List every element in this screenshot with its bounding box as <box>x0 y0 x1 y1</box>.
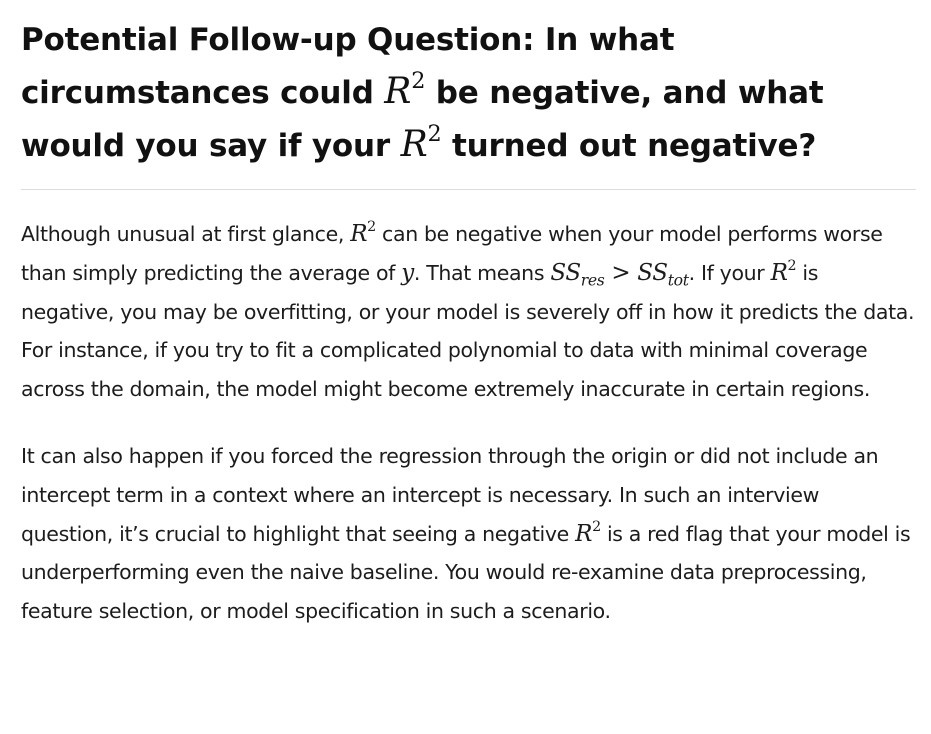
r-squared-symbol: $R^2$ <box>400 121 442 165</box>
r-squared-symbol: $R^2$ <box>770 258 797 286</box>
r-squared-symbol: $R^2$ <box>384 68 426 112</box>
ss-inequality: $SS_{res} > SS_{tot}$ <box>550 259 689 290</box>
r-squared-symbol: $R^2$ <box>575 518 601 547</box>
answer-paragraph-2: It can also happen if you forced the regression through the origin or did not include an intercept term in a context where an intercept is necessary. In such an interview question, it’s crucial to highlight that seeing a negative $R^2$ is a red flag that your model is underperforming even the naive baseline. You would re-examine data preprocessing, feature selection, or model specification in such a scenario. <box>21 443 911 624</box>
heading-text-2: be negative, and what would you say if your <box>21 75 824 164</box>
heading-divider <box>21 189 916 190</box>
heading-text-1: Potential Follow-up Question: In what circumstances could <box>21 22 675 111</box>
r-squared-symbol: $R^2$ <box>350 219 376 247</box>
article <box>21 14 916 631</box>
question-heading <box>21 14 916 172</box>
answer-paragraph-1: Although unusual at first glance, $R^2$ can be negative when your model performs worse than simply predicting the average of y. That means $SS_{res} > SS_{tot}$. If your $R^2$ is negative, you may be overfitting, or your model is severely off in how it predicts the data. For instance, if you try to fit a complicated polynomial to data with minimal coverage across the domain, the model might become extremely inaccurate in certain regions. <box>21 219 915 402</box>
y-variable: y <box>401 259 414 286</box>
heading-text-3: turned out negative? <box>441 128 817 164</box>
